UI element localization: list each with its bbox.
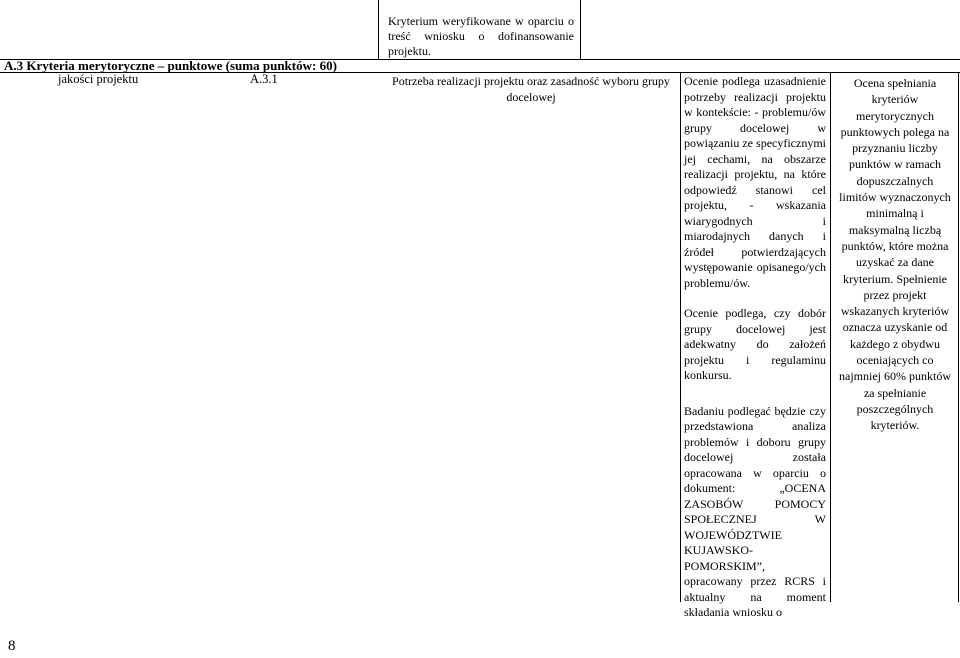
page-number: 8 xyxy=(8,638,16,654)
description-paragraph-2: Ocenie podlega, czy dobór grupy docelowej jest adekwatny do założeń projektu i regulaminu konkursu. xyxy=(684,306,826,382)
criterion-description xyxy=(684,74,826,621)
criterion-code: A.3.1 xyxy=(250,72,278,86)
section-title: A.3 Kryteria merytoryczne – punktowe (suma punktów: 60) xyxy=(4,58,337,73)
col-border-desc-assess xyxy=(830,72,831,602)
top-cell-left-border xyxy=(378,0,379,60)
description-paragraph-3: Badaniu podlegać będzie czy przedstawiona analiza problemów i doboru grupy docelowej została opracowana w oparciu o dokument: „OCENA ZASOBÓW POMOCY SPOŁECZNEJ W WOJEWÓDZTWIE KUJAWSKO-POMORSKIM”, opracowany przez RCRS i aktualny na moment składania wniosku o xyxy=(684,403,826,619)
criterion-name: Potrzeba realizacji projektu oraz zasadność wyboru grupy docelowej xyxy=(392,74,670,104)
col-border-name-desc xyxy=(680,72,681,602)
table-right-border xyxy=(958,72,959,602)
verified-note: Kryterium weryfikowane w oparciu o treść wniosku o dofinansowanie projektu. xyxy=(388,14,574,58)
top-cell-right-border xyxy=(580,0,581,60)
description-paragraph-1: Ocenie podlega uzasadnienie potrzeby realizacji projektu w kontekście: - problemu/ów grupy docelowej w powiązaniu ze specyficznymi jej cechami, na obszarze realizacji projektu, na które odpowiedź stanowi cel projektu, - wskazania wiarygodnych i miarodajnych danych i źródeł potwierdzających występowanie opisanego/ych problemu/ów. xyxy=(684,74,826,290)
criterion-category: jakości projektu xyxy=(58,72,139,86)
assessment-method: Ocena spełniania kryteriów merytorycznych punktowych polega na przyznaniu liczby punktów w ramach dopuszczalnych limitów wyznaczonych minimalną i maksymalną liczbą punktów, które można uzyskać za dane kryterium. Spełnienie przez projekt wskazanych kryteriów oznacza uzyskanie od każdego z obydwu oceniających co najmniej 60% punktów za spełnianie poszczególnych kryteriów. xyxy=(839,76,951,433)
